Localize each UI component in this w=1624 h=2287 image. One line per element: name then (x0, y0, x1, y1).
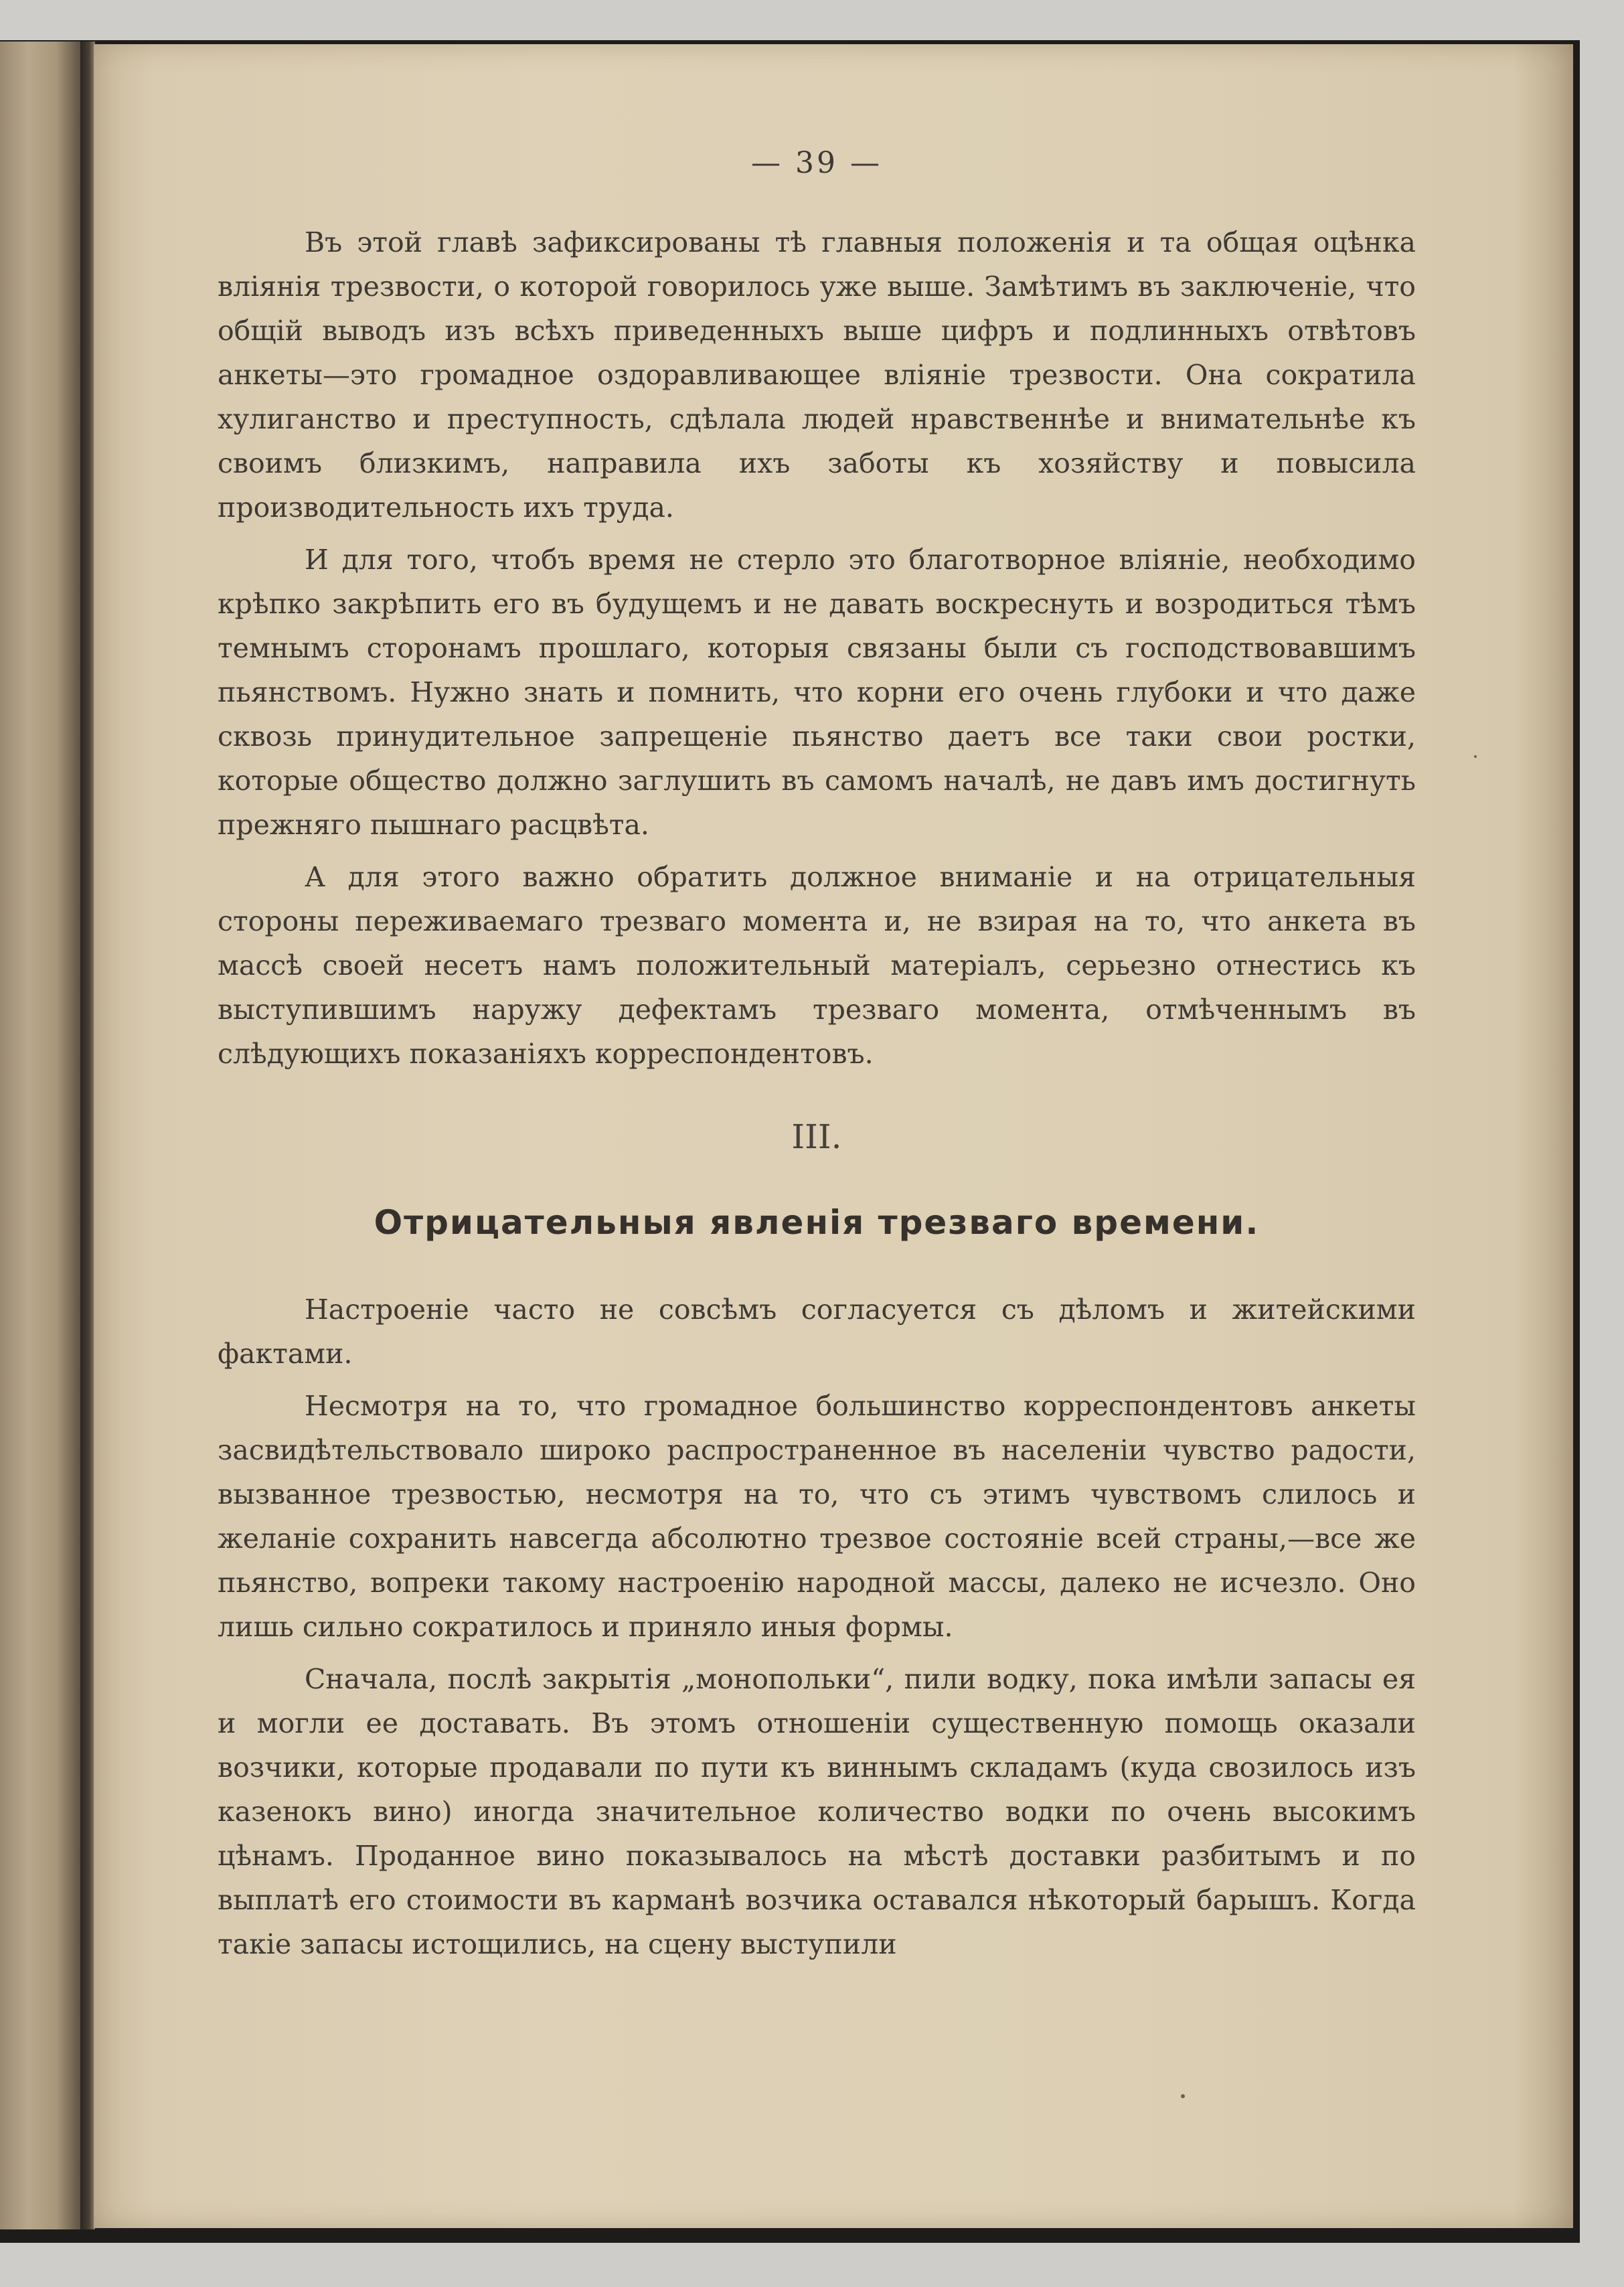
paragraph-text: Сначала, послѣ закрытія „монопольки“, пили водку, пока имѣли запасы ея и могли ее доставать. Въ этомъ отношеніи существенную помощь оказали возчики, которые продавали по пути къ виннымъ складамъ (куда свозилось изъ казенокъ вино) иногда значительное количество водки по очень высокимъ цѣнамъ. Проданное вино показывалось на мѣстѣ доставки разбитымъ и по выплатѣ его стоимости въ карманѣ возчика оставался нѣкоторый барышъ. Когда такіе запасы истощились, на сцену выступили (218, 1663, 1416, 1960)
facing-page-edge (0, 42, 80, 2229)
page-text (218, 146, 1416, 1966)
page-number: — 39 — (751, 146, 882, 180)
paper-speck (1181, 2094, 1185, 2098)
paragraph (218, 220, 1416, 530)
paper-speck (1474, 755, 1477, 758)
paragraph-text: Въ этой главѣ зафиксированы тѣ главныя положенія и та общая оцѣнка вліянія трезвости, о которой говорилось уже выше. Замѣтимъ въ заключеніе, что общій выводъ изъ всѣхъ приведенныхъ выше цифръ и подлинныхъ отвѣтовъ анкеты—это громадное оздоравливающее вліяніе трезвости. Она сократила хулиганство и преступность, сдѣлала людей нравственнѣе и внимательнѣе къ своимъ близкимъ, направила ихъ заботы къ хозяйству и повысила производительность ихъ труда. (218, 226, 1416, 524)
paragraph (218, 1657, 1416, 1966)
paragraph (218, 855, 1416, 1076)
section-numeral: III. (791, 1117, 842, 1156)
paragraph (218, 538, 1416, 847)
paragraph-text: И для того, чтобъ время не стерло это благотворное вліяніе, необходимо крѣпко закрѣпить его въ будущемъ и не давать воскреснуть и возродиться тѣмъ темнымъ сторонамъ прошлаго, которыя связаны были съ господствовавшимъ пьянствомъ. Нужно знать и помнить, что корни его очень глубоки и что даже сквозь принудительное запрещеніе пьянство даетъ все таки свои ростки, которые общество должно заглушить въ самомъ началѣ, не давъ имъ достигнуть прежняго пышнаго расцвѣта. (218, 544, 1416, 841)
paragraph (218, 1384, 1416, 1649)
paragraph-text: Несмотря на то, что громадное большинство корреспондентовъ анкеты засвидѣтельствовало широко распространенное въ населеніи чувство радости, вызванное трезвостью, несмотря на то, что съ этимъ чувствомъ слилось и желаніе сохранить навсегда абсолютно трезвое состояніе всей страны,—все же пьянство, вопреки такому настроенію народной массы, далеко не исчезло. Оно лишь сильно сократилось и приняло иныя формы. (218, 1390, 1416, 1643)
page-gutter (80, 42, 95, 2229)
paragraph (218, 1287, 1416, 1376)
paragraph-text: А для этого важно обратить должное вниманіе и на отрицательныя стороны переживаемаго трезваго момента и, не взирая на то, что анкета въ массѣ своей несетъ намъ положительный матеріалъ, серьезно отнестись къ выступившимъ наружу дефектамъ трезваго момента, отмѣченнымъ въ слѣдующихъ показаніяхъ корреспондентовъ. (218, 861, 1416, 1070)
chapter-title: Отрицательныя явленія трезваго времени. (374, 1203, 1260, 1242)
paragraph-text: Настроеніе часто не совсѣмъ согласуется съ дѣломъ и житейскими фактами. (218, 1293, 1416, 1370)
